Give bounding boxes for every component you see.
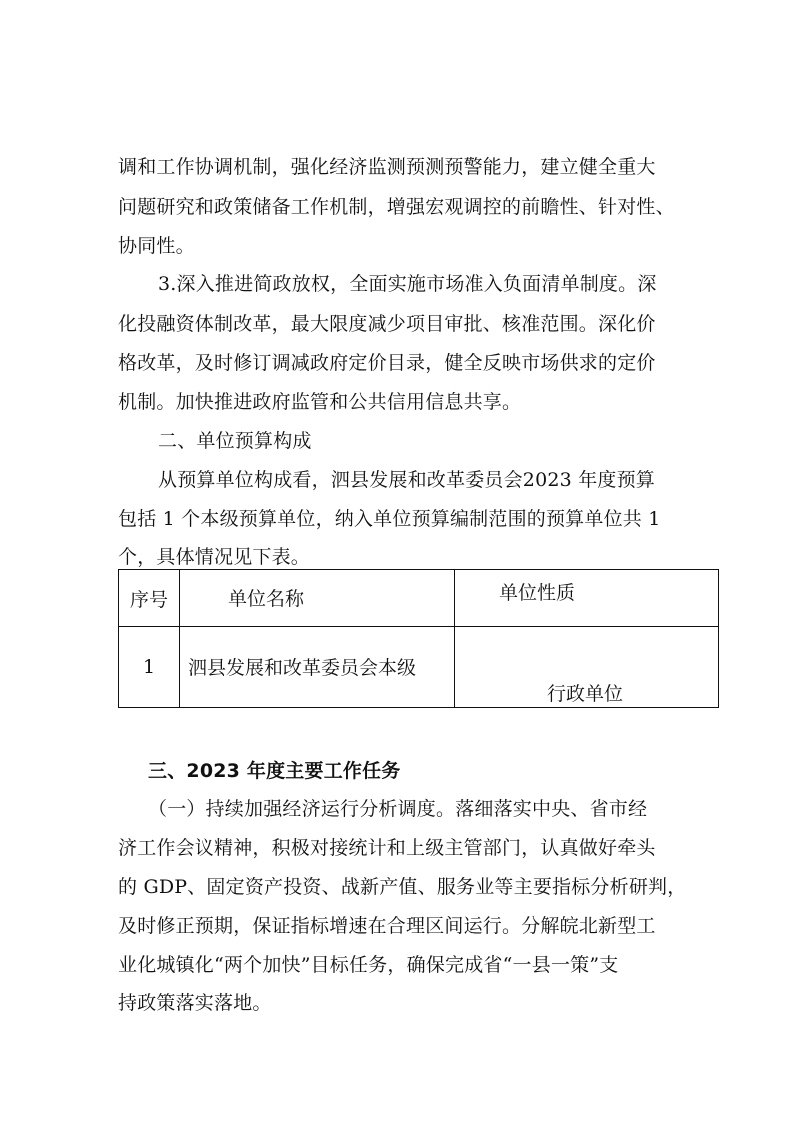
header-index: 序号	[119, 570, 180, 627]
budget-units-table	[118, 569, 719, 708]
paragraph-2-line-1: 3.深入推进简政放权，全面实施市场准入负面清单制度。深	[158, 273, 657, 295]
paragraph-3-line-3: 个，具体情况见下表。	[118, 546, 311, 568]
paragraph-4-line-3: 的 GDP、固定资产投资、战新产值、服务业等主要指标分析研判，	[118, 876, 687, 898]
paragraph-2-line-2: 化投融资体制改革，最大限度减少项目审批、核准范围。深化价	[118, 313, 656, 335]
header-unit-type: 单位性质	[455, 570, 719, 627]
paragraph-1-line-2: 问题研究和政策储备工作机制，增强宏观调控的前瞻性、针对性、	[118, 196, 675, 218]
paragraph-1-line-3: 协同性。	[118, 235, 195, 257]
paragraph-4-line-1: （一）持续加强经济运行分析调度。落细落实中央、省市经	[148, 798, 648, 820]
row-index: 1	[119, 627, 180, 708]
row-unit-type: 行政单位	[455, 627, 719, 708]
paragraph-4-line-4: 及时修正预期，保证指标增速在合理区间运行。分解皖北新型工	[118, 915, 656, 937]
table-row	[119, 627, 719, 708]
table-header-row	[119, 570, 719, 627]
row-unit-name: 泗县发展和改革委员会本级	[180, 627, 455, 708]
paragraph-3-line-1: 从预算单位构成看，泗县发展和改革委员会2023 年度预算	[158, 469, 655, 491]
paragraph-4-line-2: 济工作会议精神，积极对接统计和上级主管部门，认真做好牵头	[118, 837, 656, 859]
paragraph-3-line-2: 包括 1 个本级预算单位，纳入单位预算编制范围的预算单位共 1	[118, 508, 661, 530]
paragraph-4-line-5: 业化城镇化“两个加快”目标任务，确保完成省“一县一策”支	[118, 954, 619, 976]
paragraph-1-line-1: 调和工作协调机制，强化经济监测预测预警能力，建立健全重大	[118, 156, 656, 178]
header-unit-name: 单位名称	[180, 570, 455, 627]
paragraph-2-line-4: 机制。加快推进政府监管和公共信用信息共享。	[118, 391, 522, 413]
section-3-title: 三、2023 年度主要工作任务	[148, 760, 401, 782]
paragraph-4-line-6: 持政策落实落地。	[118, 992, 272, 1014]
paragraph-2-line-3: 格改革，及时修订调减政府定价目录，健全反映市场供求的定价	[118, 352, 656, 374]
section-2-title: 二、单位预算构成	[158, 430, 312, 452]
